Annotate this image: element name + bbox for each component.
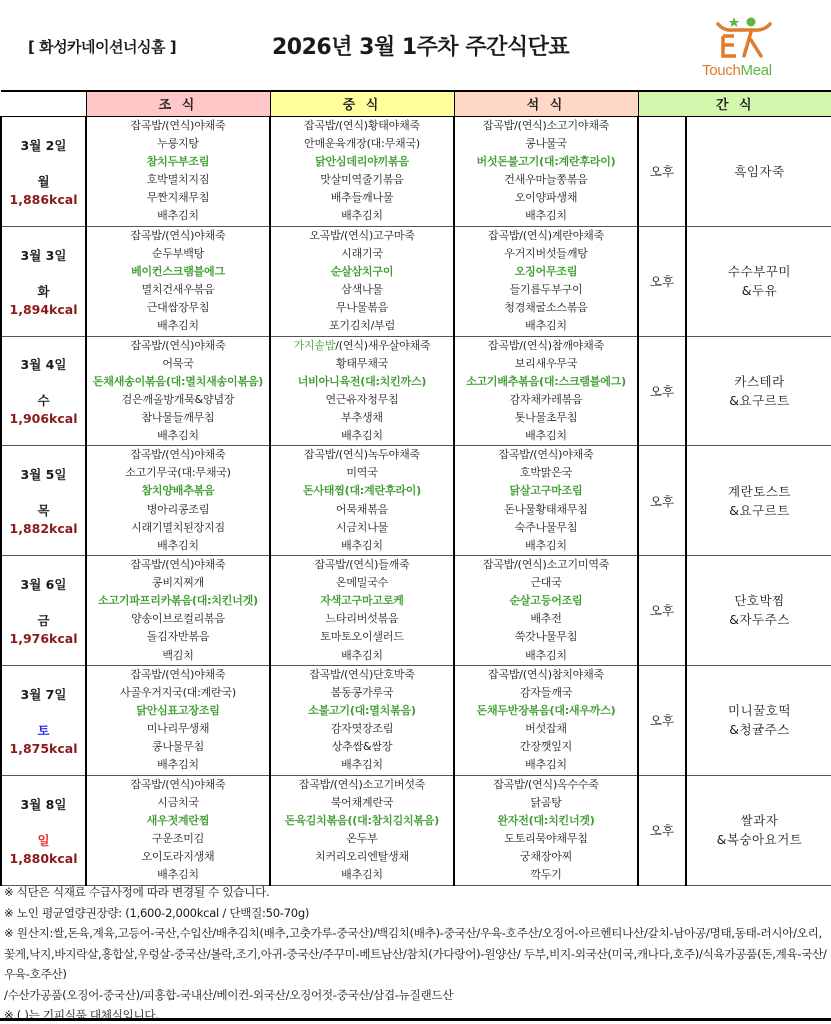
dinner-list bbox=[455, 556, 637, 665]
menu-item: 멸치건새우볶음 bbox=[141, 283, 215, 296]
menu-item: 봄동콩가루국 bbox=[330, 685, 394, 699]
menu-item: 황태무채국 bbox=[335, 356, 389, 370]
dinner-cell bbox=[454, 226, 638, 336]
day-row bbox=[1, 336, 831, 446]
menu-item: 닭곰탕 bbox=[530, 795, 562, 809]
menu-item: 배추김치 bbox=[525, 209, 567, 223]
menu-item: 잡곡밥/(연식)녹두야채죽 bbox=[304, 448, 420, 462]
breakfast-cell bbox=[86, 556, 270, 666]
menu-item: 오이양파생채 bbox=[514, 191, 578, 205]
menu-item: 삼색나물 bbox=[341, 283, 383, 296]
snack-line-2: &요구르트 bbox=[729, 502, 790, 518]
day-cell bbox=[1, 775, 86, 885]
lunch-list bbox=[271, 117, 453, 226]
header-snack: 간 식 bbox=[638, 91, 831, 116]
menu-item: 새우젓계란찜 bbox=[146, 814, 210, 828]
lunch-cell bbox=[270, 775, 454, 885]
breakfast-list bbox=[87, 776, 269, 885]
snack-time: 오후 bbox=[638, 446, 686, 556]
menu-item: 양송이브로컬리볶음 bbox=[131, 612, 225, 626]
menu-item: 궁채장아찌 bbox=[519, 850, 573, 864]
menu-item: 잡곡밥/(연식)단호박죽 bbox=[309, 667, 415, 681]
menu-item: 배추들깨나물 bbox=[330, 191, 394, 205]
note-origin-cont: /수산가공품(오징어-중국산)/피홍합-국내산/베이컨-외국산/오징어젓-중국산/삼겹-뉴질랜드산 bbox=[4, 987, 454, 1002]
day-date: 3월 3일 bbox=[20, 247, 67, 263]
menu-item: 상추쌈&쌈장 bbox=[331, 740, 393, 754]
bottom-divider bbox=[0, 1018, 831, 1021]
day-date: 3월 4일 bbox=[20, 357, 67, 373]
menu-item: 어묵채볶음 bbox=[335, 502, 389, 516]
day-date: 3월 2일 bbox=[20, 137, 67, 153]
day-row bbox=[1, 556, 831, 666]
menu-item: 톳나물초무침 bbox=[514, 410, 578, 424]
menu-item: 검은깨올방개묵&양념장 bbox=[121, 392, 235, 406]
menu-item: 오곡밥/(연식)고구마죽 bbox=[309, 228, 415, 242]
snack-cell bbox=[686, 116, 831, 226]
menu-item: 잡곡밥/(연식)계란야채죽 bbox=[488, 228, 604, 242]
menu-item: 닭안심데리야끼볶음 bbox=[315, 154, 409, 168]
dinner-cell bbox=[454, 665, 638, 775]
menu-item: 배추김치 bbox=[525, 538, 567, 552]
menu-item: 잡곡밥/(연식)참치야채죽 bbox=[488, 667, 604, 681]
menu-item: 자색고구마고로케 bbox=[320, 594, 404, 608]
menu-item: 오이도라지생채 bbox=[141, 850, 215, 864]
menu-item: 안매운육개장(대:무채국) bbox=[304, 136, 420, 150]
snack-cell bbox=[686, 665, 831, 775]
dinner-list bbox=[455, 776, 637, 885]
page-header bbox=[0, 0, 831, 88]
lunch-list bbox=[271, 666, 453, 775]
menu-item: 너비아니육전(대:치킨까스) bbox=[297, 374, 427, 388]
day-of-week: 일 bbox=[37, 832, 50, 848]
menu-item: 감자엿장조림 bbox=[330, 722, 394, 736]
day-kcal: 1,886kcal bbox=[9, 191, 78, 207]
menu-item: 온메밀국수 bbox=[335, 576, 389, 590]
menu-item: 미나리무생채 bbox=[146, 722, 210, 736]
day-date: 3월 5일 bbox=[20, 467, 67, 483]
menu-item: 감자채카레볶음 bbox=[509, 392, 583, 406]
footnotes bbox=[4, 882, 829, 1024]
menu-item: 버섯잡채 bbox=[525, 722, 567, 736]
snack-line-1: 쌀과자 bbox=[740, 813, 779, 829]
touchmeal-logo-icon bbox=[714, 14, 774, 60]
snack-cell bbox=[686, 556, 831, 666]
menu-item: 토마토오이샐러드 bbox=[320, 630, 404, 644]
note-calories: ※ 노인 평균열량권장량: (1,600-2,000kcal / 단백질:50-70g) bbox=[4, 905, 310, 920]
menu-item: 잡곡밥/(연식)야채죽 bbox=[130, 338, 226, 352]
menu-item: 소불고기(대:멸치볶음) bbox=[308, 704, 416, 718]
snack-line-1: 미니꿀호떡 bbox=[728, 703, 791, 719]
menu-item: 배추김치 bbox=[157, 868, 199, 882]
snack-line-1: 계란토스트 bbox=[728, 483, 791, 499]
menu-item: 느타리버섯볶음 bbox=[325, 612, 399, 626]
snack-line-1: 단호박찜 bbox=[734, 593, 785, 609]
breakfast-cell bbox=[86, 226, 270, 336]
menu-item: 시래기국 bbox=[341, 246, 383, 260]
breakfast-cell bbox=[86, 775, 270, 885]
day-date: 3월 7일 bbox=[20, 686, 67, 702]
day-cell bbox=[1, 116, 86, 226]
snack-time: 오후 bbox=[638, 336, 686, 446]
menu-item: 근대국 bbox=[530, 576, 562, 590]
day-cell bbox=[1, 226, 86, 336]
menu-item: 소고기무국(대:무채국) bbox=[125, 466, 231, 480]
menu-item: 들기름두부구이 bbox=[509, 283, 583, 296]
dinner-cell bbox=[454, 116, 638, 226]
menu-item: 배추김치 bbox=[341, 428, 383, 442]
menu-item: 배추김치 bbox=[341, 758, 383, 772]
menu-item: 소고기배추볶음(대:스크램블에그) bbox=[466, 374, 626, 388]
menu-item: 건새우마늘쫑볶음 bbox=[504, 173, 588, 186]
menu-item: 감자들깨국 bbox=[519, 685, 573, 699]
day-row bbox=[1, 665, 831, 775]
menu-item: 배추김치 bbox=[157, 538, 199, 552]
menu-item: 오징어무조림 bbox=[514, 264, 578, 278]
menu-item: 순두부백탕 bbox=[151, 246, 205, 260]
menu-item: 배추김치 bbox=[157, 428, 199, 442]
menu-item: 배추김치 bbox=[341, 209, 383, 223]
menu-item: 배추전 bbox=[530, 612, 562, 626]
lunch-list bbox=[271, 446, 453, 555]
menu-item: 버섯돈불고기(대:계란후라이) bbox=[476, 154, 616, 168]
menu-item: 배추김치 bbox=[157, 758, 199, 772]
menu-item: 돈육김치볶음((대:참치김치볶음) bbox=[284, 814, 440, 828]
menu-item: 배추김치 bbox=[525, 319, 567, 333]
breakfast-list bbox=[87, 227, 269, 336]
menu-item: 소고기파프리카볶음(대:치킨너겟) bbox=[98, 594, 258, 608]
snack-cell bbox=[686, 775, 831, 885]
menu-item: 잡곡밥/(연식)야채죽 bbox=[130, 558, 226, 572]
breakfast-list bbox=[87, 666, 269, 775]
menu-item: 잡곡밥/(연식)야채죽 bbox=[130, 667, 226, 681]
day-row bbox=[1, 775, 831, 885]
menu-item: 무짠지채무침 bbox=[146, 191, 210, 205]
breakfast-list bbox=[87, 337, 269, 446]
snack-line-1: 카스테라 bbox=[734, 373, 785, 389]
day-date: 3월 6일 bbox=[20, 576, 67, 592]
menu-item: 시래기멸치된장지짐 bbox=[131, 520, 225, 534]
lunch-cell bbox=[270, 556, 454, 666]
snack-cell bbox=[686, 336, 831, 446]
lunch-list bbox=[271, 556, 453, 665]
snack-line-2: &두유 bbox=[741, 283, 778, 298]
day-of-week: 금 bbox=[37, 612, 50, 628]
menu-item: 근대쌈장무침 bbox=[146, 301, 210, 315]
menu-item: 잡곡밥/(연식)소고기미역죽 bbox=[482, 558, 610, 572]
day-kcal: 1,894kcal bbox=[9, 301, 78, 317]
snack-time: 오후 bbox=[638, 775, 686, 885]
day-cell bbox=[1, 665, 86, 775]
weekly-menu-table bbox=[0, 90, 831, 886]
menu-item: 잡곡밥/(연식)황태야채죽 bbox=[304, 118, 420, 132]
day-kcal: 1,880kcal bbox=[9, 850, 78, 866]
menu-item: 병아리콩조림 bbox=[146, 502, 210, 516]
day-kcal: 1,976kcal bbox=[9, 630, 78, 646]
snack-line-1: 수수부꾸미 bbox=[728, 264, 791, 279]
menu-item: 배추김치 bbox=[341, 648, 383, 662]
dinner-list bbox=[455, 117, 637, 226]
touchmeal-logo bbox=[700, 14, 800, 84]
day-kcal: 1,906kcal bbox=[9, 411, 78, 427]
header-lunch: 중 식 bbox=[270, 91, 454, 116]
note-change: ※ 식단은 식재료 수급사정에 따라 변경될 수 있습니다. bbox=[4, 885, 270, 899]
breakfast-cell bbox=[86, 116, 270, 226]
menu-item: 완자전(대:치킨너겟) bbox=[497, 814, 595, 828]
lunch-cell bbox=[270, 226, 454, 336]
menu-item: 닭안심표고장조림 bbox=[136, 704, 220, 718]
menu-item: 부추생채 bbox=[341, 410, 383, 424]
snack-line-2: &복숭아요거트 bbox=[716, 832, 803, 848]
breakfast-cell bbox=[86, 446, 270, 556]
menu-item: 시금치국 bbox=[157, 795, 199, 809]
menu-item: 호박멸치지짐 bbox=[146, 173, 210, 186]
menu-item: 잡곡밥/(연식)소고기야채죽 bbox=[482, 118, 610, 132]
lunch-list bbox=[271, 227, 453, 336]
day-of-week: 화 bbox=[37, 283, 50, 299]
page-title: 2026년 3월 1주차 주간식단표 bbox=[272, 35, 570, 60]
lunch-cell bbox=[270, 665, 454, 775]
menu-item: 호박맑은국 bbox=[519, 466, 573, 480]
snack-time: 오후 bbox=[638, 226, 686, 336]
day-row bbox=[1, 446, 831, 556]
day-cell bbox=[1, 446, 86, 556]
header-dinner: 석 식 bbox=[454, 91, 638, 116]
menu-item: 잡곡밥/(연식)들깨죽 bbox=[314, 558, 410, 572]
menu-item: 잡곡밥/(연식)야채죽 bbox=[130, 448, 226, 462]
menu-item: 잡곡밥/(연식)야채죽 bbox=[130, 777, 226, 791]
day-kcal: 1,882kcal bbox=[9, 521, 78, 537]
menu-item: 순살고등어조림 bbox=[509, 594, 583, 608]
snack-line-2: &요구르트 bbox=[729, 392, 790, 408]
menu-item: 우거지버섯들깨탕 bbox=[504, 246, 588, 260]
dinner-cell bbox=[454, 556, 638, 666]
menu-item: 배추김치 bbox=[525, 428, 567, 442]
breakfast-cell bbox=[86, 336, 270, 446]
logo-text: TouchMeal bbox=[702, 62, 772, 79]
menu-item: 참치두부조림 bbox=[146, 154, 210, 168]
day-row bbox=[1, 116, 831, 226]
menu-item: 사골우거지국(대:계란국) bbox=[120, 685, 236, 699]
menu-item: 구운조미김 bbox=[151, 832, 205, 846]
breakfast-list bbox=[87, 446, 269, 555]
menu-item: 쑥갓나물무침 bbox=[514, 630, 578, 644]
menu-item: 콩나물국 bbox=[525, 136, 567, 150]
menu-item: 잡곡밥/(연식)옥수수죽 bbox=[493, 777, 599, 791]
menu-item: 연근유자청무침 bbox=[325, 392, 399, 406]
menu-item: 포기김치/부럼 bbox=[328, 319, 396, 333]
header-blank bbox=[1, 91, 86, 116]
dinner-list bbox=[455, 227, 637, 336]
day-cell bbox=[1, 336, 86, 446]
menu-item: 참나물들깨무침 bbox=[141, 410, 215, 424]
menu-item: 어묵국 bbox=[162, 356, 194, 370]
header-breakfast: 조 식 bbox=[86, 91, 270, 116]
dinner-list bbox=[455, 337, 637, 446]
menu-item: 참치양배추볶음 bbox=[141, 484, 215, 498]
menu-item: 가지솥밥/(연식)새우살야채죽 bbox=[293, 338, 431, 352]
menu-item: 온두부 bbox=[346, 832, 378, 846]
menu-item: 닭살고구마조림 bbox=[509, 484, 583, 498]
menu-item: 배추김치 bbox=[341, 868, 383, 882]
dinner-cell bbox=[454, 336, 638, 446]
snack-time: 오후 bbox=[638, 665, 686, 775]
dinner-list bbox=[455, 666, 637, 775]
day-date: 3월 8일 bbox=[20, 796, 67, 812]
org-name: [ 화성카네이션너싱홈 ] bbox=[28, 38, 177, 56]
breakfast-list bbox=[87, 117, 269, 226]
menu-item: 잡곡밥/(연식)야채죽 bbox=[498, 448, 594, 462]
snack-line-1: 흑임자죽 bbox=[734, 163, 785, 179]
snack-cell bbox=[686, 446, 831, 556]
menu-item: 잡곡밥/(연식)야채죽 bbox=[130, 118, 226, 132]
menu-item: 간장깻잎지 bbox=[519, 740, 573, 754]
menu-item: 치커리오리엔탈생채 bbox=[315, 850, 409, 864]
snack-line-2: &자두주스 bbox=[729, 612, 790, 628]
dinner-cell bbox=[454, 775, 638, 885]
day-kcal: 1,875kcal bbox=[9, 740, 78, 756]
menu-item: 순살삼치구이 bbox=[330, 264, 394, 278]
menu-item: 깍두기 bbox=[530, 868, 562, 882]
menu-item: 배추김치 bbox=[157, 209, 199, 223]
menu-item: 콩비지찌개 bbox=[151, 576, 205, 590]
day-row bbox=[1, 226, 831, 336]
menu-item: 잡곡밥/(연식)참깨야채죽 bbox=[488, 338, 604, 352]
snack-time: 오후 bbox=[638, 556, 686, 666]
breakfast-cell bbox=[86, 665, 270, 775]
menu-item: 잡곡밥/(연식)야채죽 bbox=[130, 228, 226, 242]
breakfast-list bbox=[87, 556, 269, 665]
lunch-list bbox=[271, 337, 453, 446]
menu-item: 무나물볶음 bbox=[335, 301, 389, 315]
menu-item: 북어채계란국 bbox=[330, 795, 394, 809]
snack-cell bbox=[686, 226, 831, 336]
menu-item: 맛살미역줄기볶음 bbox=[320, 173, 404, 186]
menu-item: 백김치 bbox=[162, 648, 194, 662]
lunch-cell bbox=[270, 336, 454, 446]
note-substitute: ※ ( )는 기피식품 대체식입니다. bbox=[4, 1008, 159, 1022]
menu-item: 돈나물황태채무침 bbox=[504, 502, 588, 516]
menu-item: 시금치나물 bbox=[335, 520, 389, 534]
menu-item: 잡곡밥/(연식)소고기버섯죽 bbox=[298, 777, 426, 791]
menu-item: 돈채두반장볶음(대:새우까스) bbox=[476, 704, 616, 718]
snack-line-2: &청귤주스 bbox=[729, 722, 790, 738]
menu-item: 보리새우무국 bbox=[514, 356, 578, 370]
menu-item: 배추김치 bbox=[525, 648, 567, 662]
menu-item: 도토리묵야채무침 bbox=[504, 832, 588, 846]
menu-item: 돌김자반볶음 bbox=[146, 630, 210, 644]
menu-item: 콩나물무침 bbox=[151, 740, 205, 754]
day-of-week: 목 bbox=[37, 503, 50, 519]
menu-item: 배추김치 bbox=[525, 758, 567, 772]
table-header-row bbox=[1, 91, 831, 116]
lunch-cell bbox=[270, 446, 454, 556]
menu-item: 베이컨스크램블에그 bbox=[131, 264, 225, 278]
snack-time: 오후 bbox=[638, 116, 686, 226]
menu-item: 배추김치 bbox=[157, 319, 199, 333]
day-cell bbox=[1, 556, 86, 666]
menu-item: 배추김치 bbox=[341, 538, 383, 552]
menu-item: 청경채굴소스볶음 bbox=[504, 301, 588, 315]
menu-item: 누룽지탕 bbox=[157, 136, 199, 150]
day-of-week: 월 bbox=[37, 173, 50, 189]
dinner-list bbox=[455, 446, 637, 555]
lunch-list bbox=[271, 776, 453, 885]
day-of-week: 수 bbox=[37, 393, 50, 409]
note-origin: ※ 원산지:쌀,돈육,계육,고등어-국산,수입산/배추김치(배추,고춧가루-중국산)/백김치(배추)-중국산/우육-호주산/오징어-아르헨티나산/갈치-남아공/명태,동태-러시아/오리,꽃게,낙지,바지락살,홍합살,우렁살-중국산/볼락,조기,아귀-중국산/주꾸미-베트남산/참치(가다랑어)-원양산/ 두부,비지-외국산(미국,캐나다,호주)/식육가공품(돈,계육-국산/우육-호주산) bbox=[4, 926, 827, 981]
dinner-cell bbox=[454, 446, 638, 556]
menu-item: 돈채새송이볶음(대:멸치새송이볶음) bbox=[92, 374, 264, 388]
menu-item: 숙주나물무침 bbox=[514, 520, 578, 534]
day-of-week: 토 bbox=[37, 722, 50, 738]
menu-item: 돈사태찜(대:계란후라이) bbox=[302, 484, 422, 498]
menu-item: 미역국 bbox=[346, 466, 378, 480]
lunch-cell bbox=[270, 116, 454, 226]
